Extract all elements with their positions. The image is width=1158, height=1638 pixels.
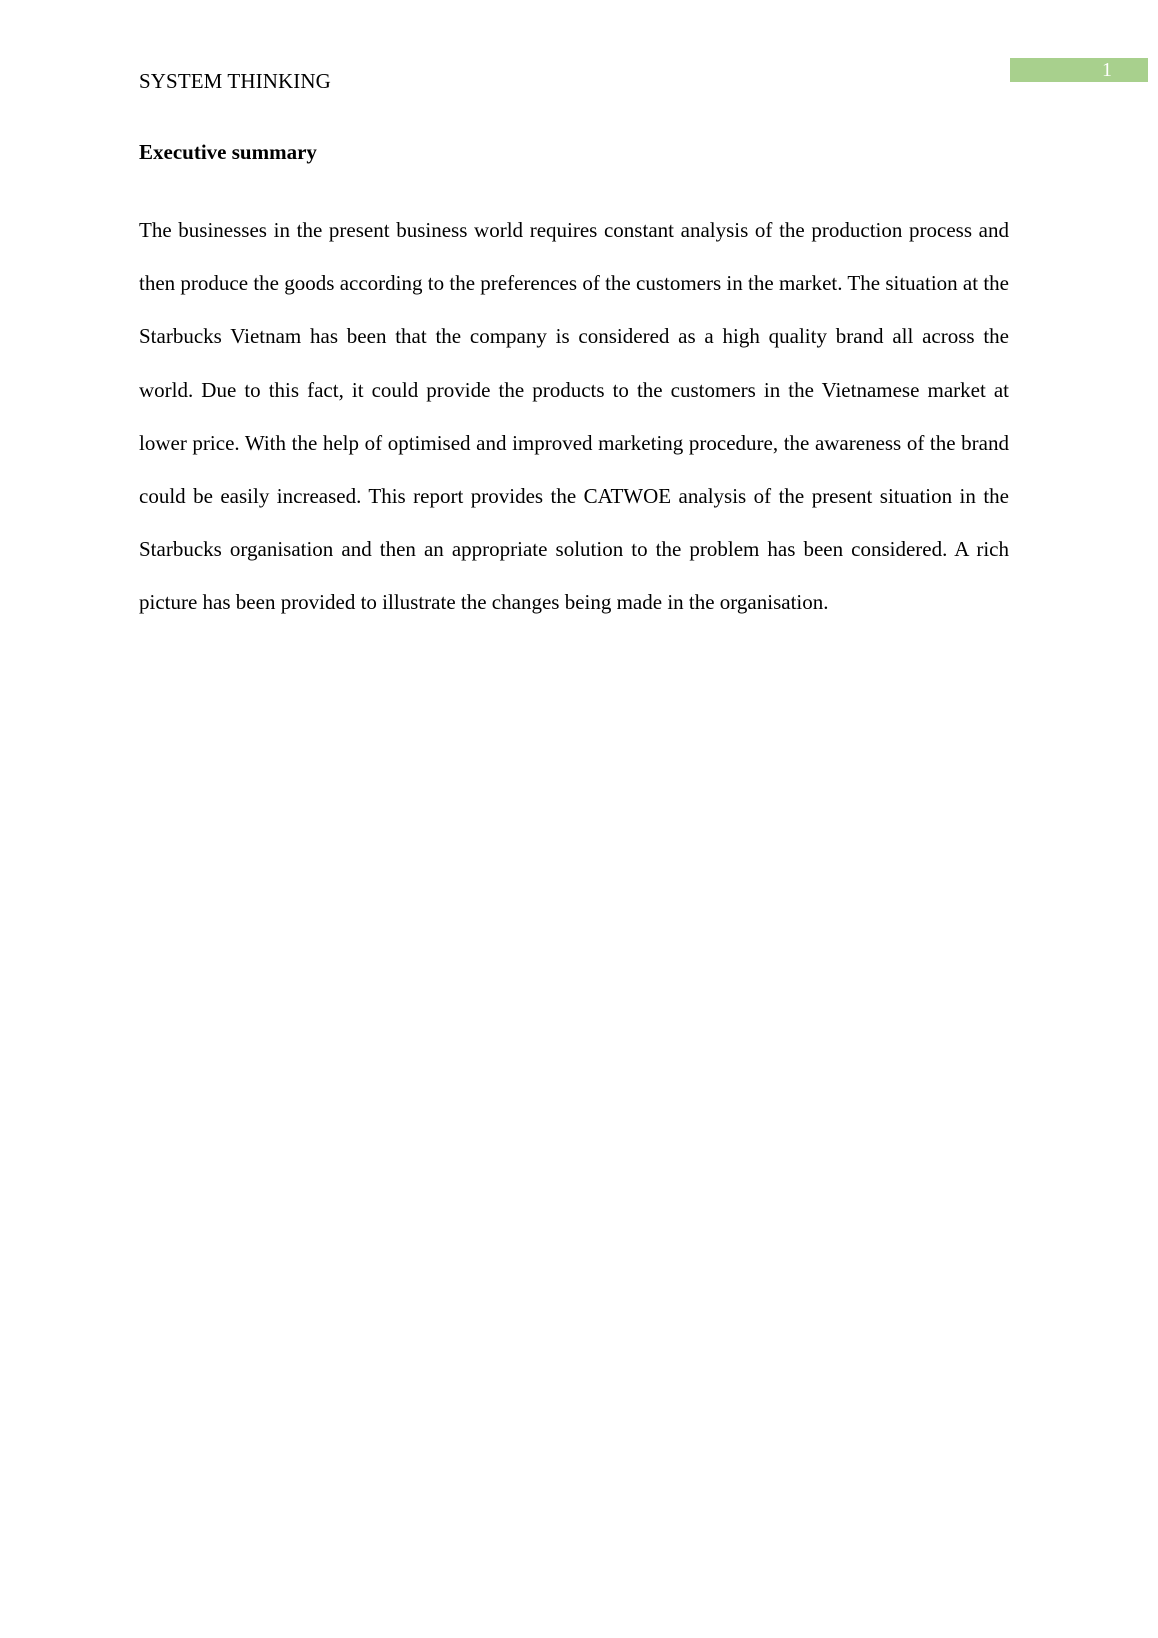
page-number-band — [1010, 58, 1148, 82]
running-head: SYSTEM THINKING — [139, 69, 331, 93]
section-heading: Executive summary — [139, 140, 317, 164]
body-paragraph: The businesses in the present business world requires constant analysis of the production process and then produce the goods according to the preferences of the customers in the market. The situation at the Starbucks Vietnam has been that the company is considered as a high quality brand all across the world. Due to this fact, it could provide the products to the customers in the Vietnamese market at lower price. With the help of optimised and improved marketing procedure, the awareness of the brand could be easily increased. This report provides the CATWOE analysis of the present situation in the Starbucks organisation and then an appropriate solution to the problem has been considered. A rich picture has been provided to illustrate the changes being made in the organisation. — [139, 218, 1009, 615]
page-number: 1 — [1102, 59, 1112, 81]
